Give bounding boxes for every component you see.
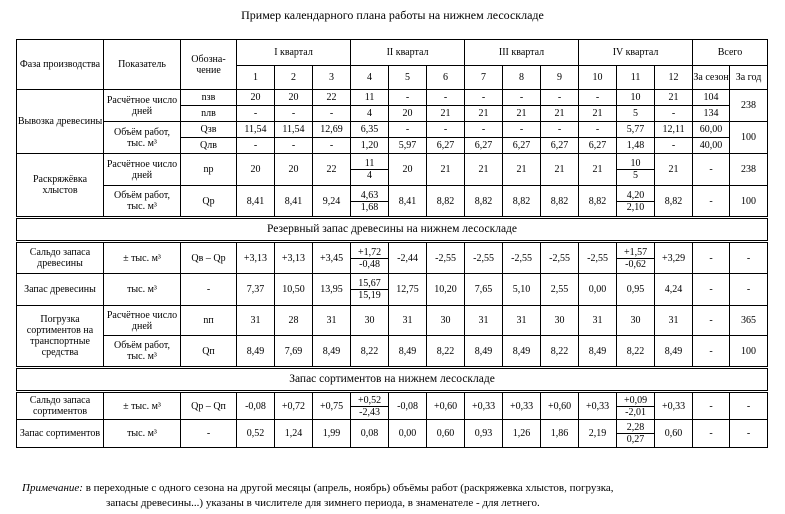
month-9-value: 8,82 [541,186,579,218]
month-3-value: +3,45 [313,242,351,274]
row-label: Запас сортиментов [17,420,104,448]
month-5-value: 20 [389,106,427,122]
month-10-value: 0,00 [579,274,617,306]
month-6-value: - [427,122,465,138]
numerator-winter: 10 [630,158,641,169]
month-8-value: -2,55 [503,242,541,274]
month-3-value: - [313,106,351,122]
indicator-days: Расчётное число дней [104,306,181,336]
denominator-summer: -0,48 [351,258,388,270]
month-11-value: 8,22 [617,336,655,368]
month-10-value: 8,49 [579,336,617,368]
header-month-2: 2 [275,66,313,90]
row-unit: тыс. м³ [104,420,181,448]
month-8-value: 31 [503,306,541,336]
month-12-value: 4,24 [655,274,693,306]
month-1-value: +3,13 [237,242,275,274]
month-9-value: 2,55 [541,274,579,306]
season-value: 134 [693,106,730,122]
month-3-value: 8,49 [313,336,351,368]
symbol: nлв [181,106,237,122]
month-10-value: 21 [579,106,617,122]
year-value: - [730,392,768,420]
month-12-value: 12,11 [655,122,693,138]
header-month-7: 7 [465,66,503,90]
header-q4: IV квартал [579,40,693,66]
header-month-6: 6 [427,66,465,90]
month-4-value: 0,08 [351,420,389,448]
month-4-value [351,392,389,420]
indicator-days: Расчётное число дней [104,154,181,186]
month-6-value: 8,82 [427,186,465,218]
month-5-value: 20 [389,154,427,186]
month-8-value: +0,33 [503,392,541,420]
season-value: 104 [693,90,730,106]
header-total: Всего [693,40,768,66]
month-3-value: 9,24 [313,186,351,218]
month-3-value: 31 [313,306,351,336]
footnote-line-2: запасы древесины...) указаны в числителе для зимнего периода, в знаменателе - для летнего. [106,497,540,509]
hauling-row [17,122,768,138]
month-1-value: - [237,106,275,122]
month-5-value: - [389,90,427,106]
header-per-season: За сезон [693,66,730,90]
month-3-value: 22 [313,154,351,186]
month-1-value: 8,41 [237,186,275,218]
month-10-value: 6,27 [579,138,617,154]
month-4-value: 8,22 [351,336,389,368]
month-8-value: 5,10 [503,274,541,306]
loading-row [17,336,768,368]
month-2-value: 11,54 [275,122,313,138]
phase-hauling: Вывозка древесины [17,90,104,154]
season-value: 60,00 [693,122,730,138]
assortment-stock-row [17,420,768,448]
month-9-value: 8,22 [541,336,579,368]
header-month-1: 1 [237,66,275,90]
month-5-value: 0,00 [389,420,427,448]
month-7-value: 0,93 [465,420,503,448]
year-value: 238 [730,90,768,122]
month-12-value: - [655,138,693,154]
page-title: Пример календарного плана работы на нижнем лесоскладе [241,8,544,22]
row-label: Сальдо запаса древесины [17,242,104,274]
month-11-value [617,420,655,448]
month-6-value: -2,55 [427,242,465,274]
month-10-value: +0,33 [579,392,617,420]
season-value: - [693,392,730,420]
indicator-volume: Объём работ, тыс. м³ [104,122,181,154]
month-10-value: 2,19 [579,420,617,448]
season-value: - [693,186,730,218]
month-11-value: 5,77 [617,122,655,138]
month-2-value: 8,41 [275,186,313,218]
month-2-value: 1,24 [275,420,313,448]
numerator-winter: +1,72 [357,246,382,258]
denominator-summer: 2,10 [617,201,654,213]
numerator-winter: 2,28 [626,422,645,433]
month-4-value [351,274,389,306]
month-5-value: 12,75 [389,274,427,306]
denominator-summer: 1,68 [351,201,388,213]
month-5-value: 8,49 [389,336,427,368]
row-unit: ± тыс. м³ [104,392,181,420]
month-11-value [617,186,655,218]
indicator-volume: Объём работ, тыс. м³ [104,336,181,368]
row-unit: ± тыс. м³ [104,242,181,274]
month-6-value: 6,27 [427,138,465,154]
symbol: - [181,274,237,306]
month-3-value: 13,95 [313,274,351,306]
month-5-value: - [389,122,427,138]
month-7-value: 21 [465,154,503,186]
month-1-value: 8,49 [237,336,275,368]
header-month-10: 10 [579,66,617,90]
month-2-value: 10,50 [275,274,313,306]
denominator-summer: 15,19 [351,289,388,301]
section-row [17,368,768,392]
month-7-value: 8,49 [465,336,503,368]
month-8-value: - [503,122,541,138]
year-value: - [730,274,768,306]
month-2-value: +3,13 [275,242,313,274]
month-10-value: - [579,90,617,106]
month-2-value: 20 [275,154,313,186]
numerator-winter: +0,52 [357,394,382,406]
month-9-value: - [541,90,579,106]
month-6-value: +0,60 [427,392,465,420]
symbol: nзв [181,90,237,106]
month-5-value: -0,08 [389,392,427,420]
denominator-summer: -2,43 [351,406,388,418]
month-6-value: 21 [427,154,465,186]
month-8-value: 8,82 [503,186,541,218]
header-row [17,40,768,66]
season-value: - [693,420,730,448]
header-indicator: Показатель [104,40,181,90]
season-value: - [693,336,730,368]
symbol: Qлв [181,138,237,154]
month-1-value: 11,54 [237,122,275,138]
year-value: - [730,242,768,274]
month-3-value: +0,75 [313,392,351,420]
denominator-summer: 4 [351,169,388,181]
season-value: 40,00 [693,138,730,154]
row-label: Сальдо запаса сортиментов [17,392,104,420]
section-reserve-wood: Резервный запас древесины на нижнем лесоскладе [17,218,768,242]
month-12-value: 0,60 [655,420,693,448]
month-10-value: -2,55 [579,242,617,274]
row-unit: тыс. м³ [104,274,181,306]
month-6-value: 21 [427,106,465,122]
month-3-value: 1,99 [313,420,351,448]
month-6-value: 30 [427,306,465,336]
month-4-value [351,186,389,218]
month-1-value: 20 [237,154,275,186]
month-6-value: - [427,90,465,106]
symbol: Qр [181,186,237,218]
month-9-value: - [541,122,579,138]
numerator-winter: +0,09 [623,394,648,406]
month-1-value: - [237,138,275,154]
month-4-value: 4 [351,106,389,122]
balance-row [17,242,768,274]
month-11-value [617,242,655,274]
month-3-value: - [313,138,351,154]
month-8-value: 6,27 [503,138,541,154]
month-2-value: 20 [275,90,313,106]
month-11-value: 0,95 [617,274,655,306]
header-month-8: 8 [503,66,541,90]
month-1-value: 7,37 [237,274,275,306]
month-8-value: 21 [503,154,541,186]
phase-loading: Погрузка сортиментов на транспортные средства [17,306,104,368]
month-11-value: 1,48 [617,138,655,154]
sawing-row [17,186,768,218]
header-month-3: 3 [313,66,351,90]
month-7-value: 21 [465,106,503,122]
symbol: - [181,420,237,448]
header-per-year: За год [730,66,768,90]
month-11-value: 30 [617,306,655,336]
loading-row [17,306,768,336]
month-12-value: 21 [655,154,693,186]
month-3-value: 12,69 [313,122,351,138]
month-1-value: -0,08 [237,392,275,420]
symbol: Qр – Qп [181,392,237,420]
season-value: - [693,306,730,336]
header-month-4: 4 [351,66,389,90]
month-8-value: 8,49 [503,336,541,368]
year-value: 365 [730,306,768,336]
month-12-value: +3,29 [655,242,693,274]
denominator-summer: -2,01 [617,406,654,418]
year-value: 100 [730,336,768,368]
denominator-summer: -0,62 [617,258,654,270]
indicator-volume: Объём работ, тыс. м³ [104,186,181,218]
month-7-value: 6,27 [465,138,503,154]
calendar-plan-table [16,39,768,448]
denominator-summer: 5 [617,169,654,181]
month-11-value: 10 [617,90,655,106]
month-2-value: - [275,138,313,154]
header-month-11: 11 [617,66,655,90]
month-8-value: 21 [503,106,541,122]
header-q2: II квартал [351,40,465,66]
year-value: - [730,420,768,448]
sawing-row [17,154,768,186]
numerator-winter: 15,67 [358,278,381,289]
month-9-value: 21 [541,106,579,122]
month-5-value: 31 [389,306,427,336]
year-value: 238 [730,154,768,186]
section-row [17,218,768,242]
season-value: - [693,274,730,306]
month-4-value [351,154,389,186]
month-12-value: +0,33 [655,392,693,420]
month-5-value: 5,97 [389,138,427,154]
symbol: Qп [181,336,237,368]
year-value: 100 [730,122,768,154]
month-8-value: 1,26 [503,420,541,448]
month-7-value: -2,55 [465,242,503,274]
month-4-value: 11 [351,90,389,106]
month-12-value: 21 [655,90,693,106]
footnote [22,481,767,511]
header-month-5: 5 [389,66,427,90]
header-month-9: 9 [541,66,579,90]
month-9-value: 21 [541,154,579,186]
month-2-value: 28 [275,306,313,336]
footnote-line-1: в переходные с одного сезона на другой месяцы (апрель, ноябрь) объёмы работ (раскряжевка хлыстов, погрузка, [85,482,614,494]
month-2-value: - [275,106,313,122]
month-10-value: 8,82 [579,186,617,218]
month-4-value [351,242,389,274]
month-2-value: +0,72 [275,392,313,420]
month-4-value: 1,20 [351,138,389,154]
month-9-value: +0,60 [541,392,579,420]
month-4-value: 30 [351,306,389,336]
month-9-value: 30 [541,306,579,336]
month-11-value: 5 [617,106,655,122]
indicator-days: Расчётное число дней [104,90,181,122]
denominator-summer: 0,27 [617,433,654,445]
month-2-value: 7,69 [275,336,313,368]
numerator-winter: 4,20 [626,189,645,201]
symbol: Qзв [181,122,237,138]
month-9-value: 6,27 [541,138,579,154]
month-7-value: 8,82 [465,186,503,218]
month-7-value: 7,65 [465,274,503,306]
month-9-value: -2,55 [541,242,579,274]
month-12-value: 8,49 [655,336,693,368]
month-10-value: 31 [579,306,617,336]
month-9-value: 1,86 [541,420,579,448]
month-6-value: 10,20 [427,274,465,306]
assortment-balance-row [17,392,768,420]
month-1-value: 31 [237,306,275,336]
header-phase: Фаза производства [17,40,104,90]
section-assortment-stock: Запас сортиментов на нижнем лесоскладе [17,368,768,392]
symbol: Qв – Qр [181,242,237,274]
month-8-value: - [503,90,541,106]
numerator-winter: 4,63 [360,189,379,201]
month-4-value: 6,35 [351,122,389,138]
header-q1: I квартал [237,40,351,66]
phase-sawing: Раскряжёвка хлыстов [17,154,104,218]
header-designation: Обозна-чение [181,40,237,90]
month-12-value: - [655,106,693,122]
footnote-label: Примечание: [22,482,83,494]
month-6-value: 8,22 [427,336,465,368]
stock-row [17,274,768,306]
header-month-12: 12 [655,66,693,90]
month-3-value: 22 [313,90,351,106]
month-6-value: 0,60 [427,420,465,448]
row-label: Запас древесины [17,274,104,306]
month-7-value: +0,33 [465,392,503,420]
season-value: - [693,154,730,186]
header-q3: III квартал [465,40,579,66]
month-1-value: 0,52 [237,420,275,448]
month-11-value [617,392,655,420]
month-10-value: 21 [579,154,617,186]
season-value: - [693,242,730,274]
month-12-value: 8,82 [655,186,693,218]
month-5-value: 8,41 [389,186,427,218]
month-5-value: -2,44 [389,242,427,274]
symbol: nп [181,306,237,336]
numerator-winter: +1,57 [623,246,648,258]
month-1-value: 20 [237,90,275,106]
numerator-winter: 11 [364,158,375,169]
month-7-value: 31 [465,306,503,336]
symbol: nр [181,154,237,186]
month-10-value: - [579,122,617,138]
hauling-row [17,90,768,106]
month-11-value [617,154,655,186]
year-value: 100 [730,186,768,218]
month-12-value: 31 [655,306,693,336]
month-7-value: - [465,90,503,106]
month-7-value: - [465,122,503,138]
